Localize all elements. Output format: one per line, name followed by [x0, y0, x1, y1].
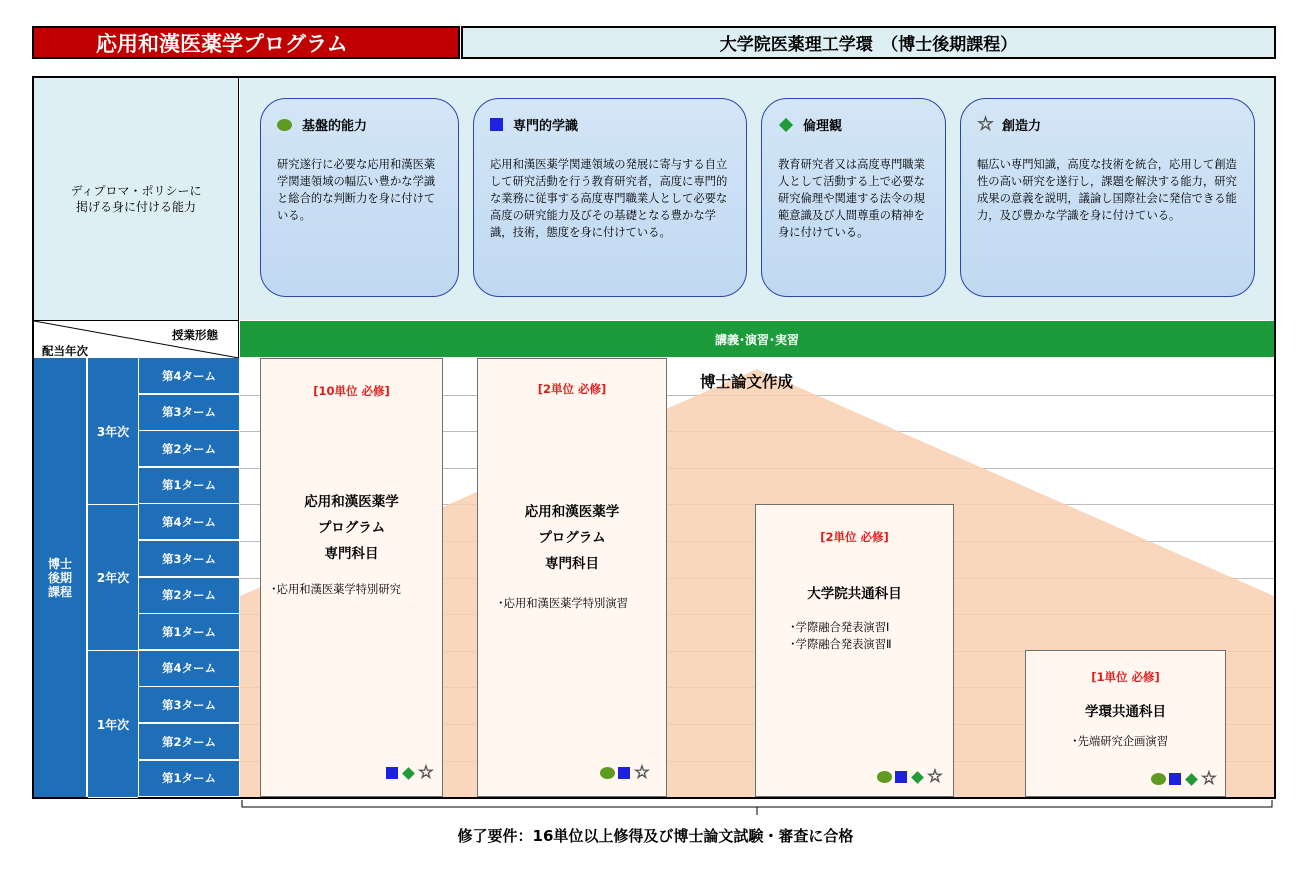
term-label: 第3ターム [139, 687, 239, 723]
term-label: 第1ターム [139, 761, 239, 797]
circle-icon [877, 771, 892, 783]
square-icon [490, 118, 503, 131]
ability-title: 専門的学識 [513, 119, 579, 134]
box-title-line: 応用和漢医薬学 [524, 504, 620, 520]
course-label [34, 358, 87, 797]
program-title: 応用和漢医薬学プログラム [32, 26, 460, 59]
ability-marks [1151, 768, 1217, 789]
year-3-label: 3年次 [88, 358, 138, 505]
ability-body: 研究遂行に必要な応用和漢医薬学関連領域の幅広い豊かな学識と総合的な判断力を身に付けている。 [277, 158, 436, 222]
term-label: 第3ターム [139, 395, 239, 431]
term-label: 第4ターム [139, 651, 239, 687]
ability-body: 応用和漢医薬学関連領域の発展に寄与する自立して研究活動を行う教育研究者，高度に専門的な業務に従事する高度専門職業人として必要な高度の研究能力及びその基礎となる豊かな学識，技術，態度を身に付けている。 [490, 158, 728, 239]
ability-marks [877, 766, 943, 787]
star-icon: ☆ [633, 762, 650, 783]
box-title-line: 専門科目 [324, 546, 379, 562]
year-1-label: 1年次 [88, 651, 138, 798]
course-item: ･応用和漢医薬学特別研究 [271, 583, 401, 596]
ability-card-ethics [761, 98, 946, 297]
course-item: ･先端研究企画演習 [1072, 735, 1169, 748]
ability-title: 倫理観 [803, 119, 843, 134]
course-box-program-seminar [477, 358, 667, 797]
star-icon: ☆ [1200, 768, 1217, 789]
form-year-header [34, 320, 239, 358]
course-item: ･学際融合発表演習Ⅰ [790, 621, 890, 634]
box-title-line: 学環共通科目 [1085, 704, 1166, 720]
box-title-line: 専門科目 [545, 556, 599, 572]
term-label: 第4ターム [139, 358, 239, 394]
ability-card-foundation [260, 98, 459, 297]
diploma-policy-label-line2: 掲げる身に付ける能力 [75, 200, 196, 214]
credit-requirement: [10単位 必修] [313, 384, 390, 398]
star-icon: ☆ [926, 766, 943, 787]
star-icon: ☆ [977, 113, 995, 135]
box-title-line: プログラム [538, 530, 606, 546]
ability-card-expertise [473, 98, 747, 297]
term-label: 第2ターム [139, 431, 239, 467]
term-label: 第2ターム [139, 724, 239, 760]
ability-card-creativity [960, 98, 1255, 297]
term-label: 第1ターム [139, 468, 239, 504]
year-header: 配当年次 [42, 344, 88, 358]
school-title: 大学院医薬理工学環 （博士後期課程） [461, 26, 1276, 59]
diamond-icon [779, 117, 793, 131]
course-box-graduate-common [755, 504, 954, 797]
term-label: 第4ターム [139, 504, 239, 540]
course-item: ･応用和漢医薬学特別演習 [498, 597, 628, 610]
ability-title: 創造力 [1002, 119, 1042, 134]
class-form-value: 講義･演習･実習 [240, 321, 1274, 357]
box-title-line: プログラム [317, 520, 386, 536]
course-label-text: 博士 後期 課程 [47, 556, 72, 599]
square-icon [1169, 773, 1181, 785]
ability-body: 教育研究者又は高度専門職業人として活動する上で必要な研究倫理や関連する法令の規範意識及び人間尊重の精神を身に付けている。 [778, 158, 925, 239]
requirement-brace [240, 799, 1274, 819]
box-title-line: 応用和漢医薬学 [304, 494, 399, 510]
term-label: 第1ターム [139, 614, 239, 650]
ability-body: 幅広い専門知識，高度な技術を統合，応用して創造性の高い研究を遂行し，課題を解決する能力，研究成果の意義を説明，議論し国際社会に発信できる能力，及び豊かな学識を身に付けている。 [977, 158, 1237, 222]
term-label: 第3ターム [139, 541, 239, 577]
thesis-label: 博士論文作成 [700, 373, 794, 391]
credit-requirement: [2単位 必修] [537, 382, 607, 396]
diploma-policy-label [34, 78, 239, 320]
circle-icon [1151, 773, 1166, 785]
course-item: ･学際融合発表演習Ⅱ [790, 638, 892, 651]
square-icon [618, 767, 630, 779]
circle-icon [600, 767, 615, 779]
completion-requirement: 修了要件：16単位以上修得及び博士論文試験・審査に合格 [457, 827, 854, 845]
circle-icon [277, 119, 292, 131]
ability-marks [386, 762, 434, 783]
year-2-label: 2年次 [88, 505, 138, 651]
term-label: 第2ターム [139, 578, 239, 614]
square-icon [895, 771, 907, 783]
class-form-header: 授業形態 [172, 328, 218, 342]
square-icon [386, 767, 398, 779]
credit-requirement: [1単位 必修] [1091, 670, 1160, 684]
star-icon: ☆ [417, 762, 434, 783]
ability-title: 基盤的能力 [302, 119, 368, 134]
diploma-policy-area [240, 78, 1274, 320]
course-box-school-common [1025, 650, 1226, 797]
diamond-icon [911, 771, 924, 784]
diamond-icon [1185, 773, 1198, 786]
course-box-program-research [260, 358, 443, 797]
ability-marks [600, 762, 650, 783]
diamond-icon [402, 767, 415, 780]
box-title-line: 大学院共通科目 [807, 586, 902, 602]
credit-requirement: [2単位 必修] [820, 530, 889, 544]
diploma-policy-label-line1: ディプロマ・ポリシーに [70, 184, 202, 198]
